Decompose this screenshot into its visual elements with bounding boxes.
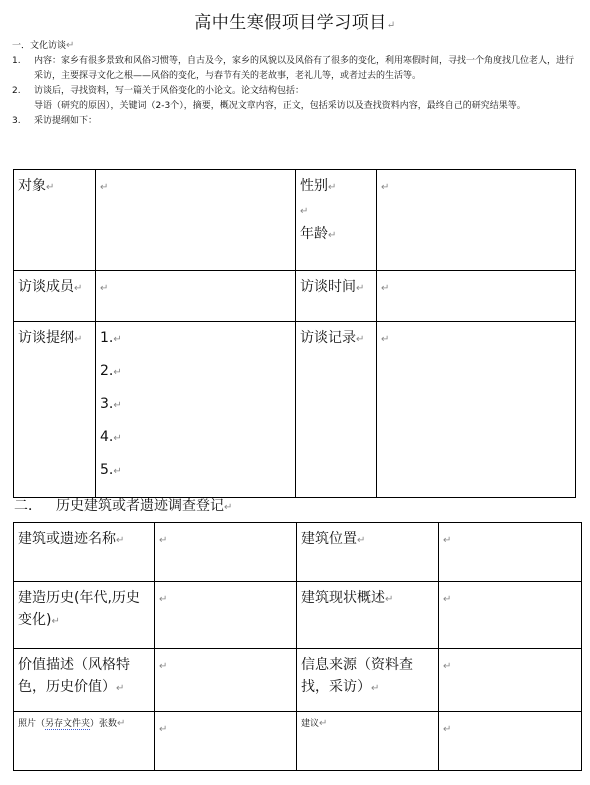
- source-label: 信息来源（资料查找，采访）↵: [297, 649, 439, 712]
- history-label: 建造历史(年代,历史变化)↵: [14, 582, 155, 649]
- suggestion-value-cell[interactable]: ↵: [439, 712, 582, 771]
- outline-item: 4.↵: [100, 429, 122, 445]
- building-survey-table: [13, 522, 582, 771]
- object-value-cell[interactable]: ↵: [96, 170, 296, 271]
- object-label: 对象↵: [14, 170, 96, 271]
- value-label: 价值描述（风格特色，历史价值）↵: [14, 649, 155, 712]
- list-item: 2. 访谈后，寻找资料，写一篇关于风俗变化的小论文。论文结构包括： 导语（研究的原因），关键词（2-3个），摘要，概况文章内容，正文，包括采访以及查找资料内容，最终自己的研究结果等。: [12, 86, 526, 111]
- section-2-heading: 二． 历史建筑或者遗迹调查登记↵: [14, 498, 233, 514]
- location-label: 建筑位置↵: [297, 523, 439, 582]
- gender-age-label: 性别↵ ↵ 年龄↵: [296, 170, 377, 271]
- history-value-cell[interactable]: ↵: [155, 582, 297, 649]
- status-value-cell[interactable]: ↵: [439, 582, 582, 649]
- outline-item: 1.↵: [100, 330, 122, 346]
- document-title: 高中生寒假项目学习项目↵: [194, 13, 396, 33]
- suggestion-label: 建议↵: [297, 712, 439, 771]
- outline-item: 2.↵: [100, 363, 122, 379]
- members-label: 访谈成员↵: [14, 271, 96, 322]
- value-value-cell[interactable]: ↵: [155, 649, 297, 712]
- members-value-cell[interactable]: ↵: [96, 271, 296, 322]
- location-value-cell[interactable]: ↵: [439, 523, 582, 582]
- section-1-heading: 一．文化访谈↵: [12, 40, 75, 51]
- outline-items-cell[interactable]: [96, 322, 296, 498]
- source-value-cell[interactable]: ↵: [439, 649, 582, 712]
- photo-label: 照片（另存文件夹）张数↵: [14, 712, 155, 771]
- list-item: 3. 采访提纲如下：: [12, 116, 98, 126]
- building-name-label: 建筑或遗迹名称↵: [14, 523, 155, 582]
- gender-age-value-cell[interactable]: ↵: [377, 170, 576, 271]
- record-label: 访谈记录↵: [296, 322, 377, 498]
- time-label: 访谈时间↵: [296, 271, 377, 322]
- list-item: 1. 内容：家乡有很多景致和风俗习惯等，自古及今，家乡的风貌以及风俗有了很多的变化，利用寒假时间，寻找一个角度找几位老人，进行采访，主要探寻文化之根——风俗的变化，与春节有关的老故事，老礼儿等，或者过去的生活等。: [12, 56, 575, 81]
- time-value-cell[interactable]: ↵: [377, 271, 576, 322]
- record-value-cell[interactable]: ↵: [377, 322, 576, 498]
- photo-value-cell[interactable]: ↵: [155, 712, 297, 771]
- instruction-list: [12, 54, 578, 129]
- interview-table: [13, 169, 576, 498]
- outline-item: 5.↵: [100, 462, 122, 478]
- outline-label: 访谈提纲↵: [14, 322, 96, 498]
- status-label: 建筑现状概述↵: [297, 582, 439, 649]
- outline-item: 3.↵: [100, 396, 122, 412]
- building-name-value-cell[interactable]: ↵: [155, 523, 297, 582]
